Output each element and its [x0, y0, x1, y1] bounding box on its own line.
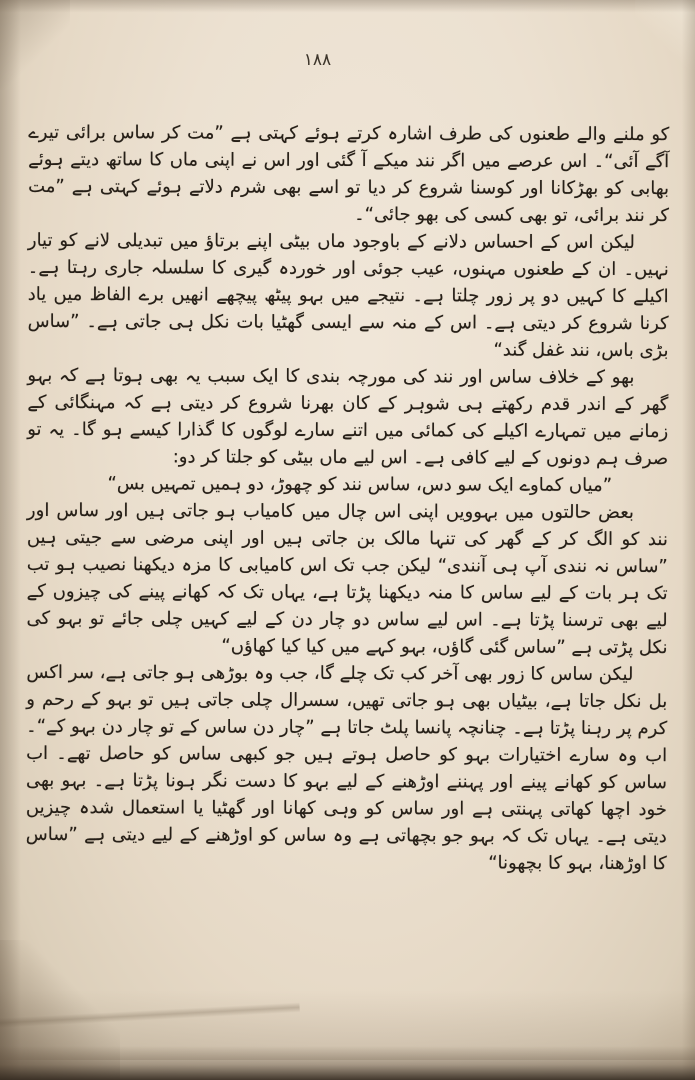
- page-number: ۱۸۸: [303, 50, 332, 70]
- paragraph: بھو کے خلاف ساس اور نند کی مورچہ بندی کا ایک سبب یہ بھی ہوتا ہے کہ بہو گھر کے اندر قدم رکھتے ہی شوہر کے کان بھرنا شروع کر دیتی ہے کہ مہنگائی کے زمانے میں تمہارے اکیلے کی کمائی میں اتنے سارے لوگوں کا گذارا کیسے ہو گا۔ یہ تو صرف ہم دونوں کے لیے کافی ہے۔ اس لیے ماں بیٹی کو جلتا کر دو:: [27, 364, 669, 470]
- scan-edge-top: [0, 0, 695, 14]
- proverb-line: ”میاں کماوے ایک سو دس، ساس نند کو چھوڑ، دو ہمیں تمہیں بس“: [107, 473, 613, 496]
- paragraph: بعض حالتوں میں بہوویں اپنی اس چال میں کامیاب ہو جاتی ہیں اور ساس اور نند کو الگ کر کے گھر کی تنہا مالک بن جاتی ہیں اور اپنی مرضی سے جیتی ہیں ”ساس نہ نندی آپ ہی آنندی“ لیکن جب تک اس کامیابی کا مزہ دیکھنا نصیب ہو تب تک ہر بات کے لیے ساس کا منہ دیکھنا پڑتا ہے، یہاں تک کہ کھانے پینے کی چیزوں کے لیے بھی ترسنا پڑتا ہے۔ اس لیے ساس دو چار دن کے لیے کہیں چلی جائے تو بہو کی نکل پڑتی ہے ”ساس گئی گاؤں، بہو کہے میں کیا کیا کھاؤں“: [26, 499, 668, 659]
- paragraph: لیکن اس کے احساس دلانے کے باوجود ماں بیٹی اپنے برتاؤ میں تبدیلی لانے کو تیار نہیں۔ ان کے طعنوں مہنوں، عیب جوئی اور خوردہ گیری کا سلسلہ جاری رہتا ہے۔ اکیلے کا کہیں دو پر زور چلتا ہے۔ نتیجے میں بہو پیٹھ پیچھے انھیں برے الفاظ میں یاد کرنا شروع کر دیتی ہے۔ اس کے منہ سے ایسی گھٹیا بات نکل ہی جاتی ہے۔ ”ساس بڑی باس، نند غفل گند“: [27, 229, 669, 362]
- paragraph: کو ملنے والے طعنوں کی طرف اشارہ کرتے ہوئے کہتی ہے ”مت کر ساس برائی تیرے آگے آئی“۔ اس عرصے میں اگر نند میکے آ گئی اور اس نے اپنی ماں کا ساتھ دیتے ہوئے بھابی کو بھڑکانا اور کوسنا شروع کر دیا تو اسے بھی شرم دلاتے ہوئے کہتی ہے ”مت کر نند برائی، تو بھی کسی کی بھو جائی“۔: [28, 121, 670, 227]
- scan-edge-bottom: [0, 1046, 695, 1080]
- scan-edge-left: [0, 0, 22, 1080]
- body-text: [26, 119, 670, 877]
- paragraph: لیکن ساس کا زور بھی آخر کب تک چلے گا، جب وہ بوڑھی ہو جاتی ہے، سر اکس بل نکل جاتا ہے، بیٹیاں بھی ہو جاتی تھیں، سسرال چلی جاتی ہیں تو بہو کے رحم و کرم پر رہنا پڑتا ہے۔ چنانچہ پانسا پلٹ جاتا ہے ”چار دن ساس کے تو چار دن بہو کے“۔ اب وہ سارے اختیارات بہو کو حاصل ہوتے ہیں جو کبھی ساس کو حاصل تھے۔ اب ساس کو کھانے پینے اور پہننے اوڑھنے کے لیے بہو کا دست نگر ہونا پڑتا ہے۔ بہو بھی خود اچھا کھاتی پہنتی ہے اور ساس کو وہی کھانا اور گھٹیا یا استعمال شدہ چیزیں دیتی ہے۔ یہاں تک کہ بہو جو بچھاتی ہے وہ ساس کو اوڑھنے کے لیے دیتی ہے ”ساس کا اوڑھنا، بہو کا بچھونا“: [25, 661, 668, 875]
- scan-edge-right: [681, 0, 695, 1080]
